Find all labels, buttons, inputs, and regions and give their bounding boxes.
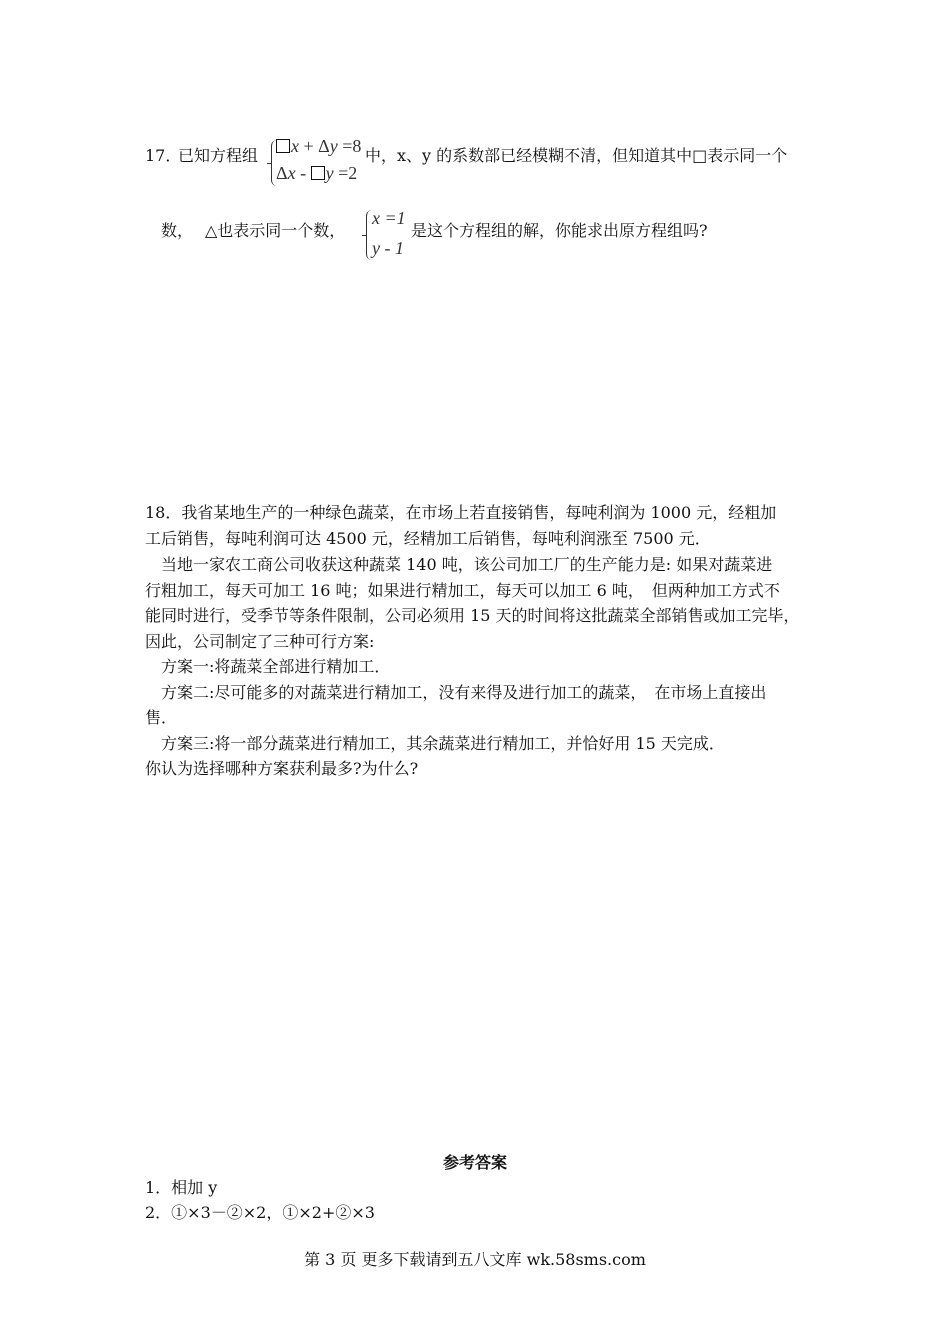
plan-1: 方案一:将蔬菜全部进行精加工． [161, 657, 391, 676]
plan-2: 方案二:尽可能多的对蔬菜进行精加工，没有来得及进行加工的蔬菜， 在市场上直接出 [161, 683, 767, 702]
question-18-line: 行粗加工，每天可加工 16 吨；如果进行精加工，每天可以加工 6 吨， 但两种加工方式不 [145, 581, 780, 600]
plan-3: 方案三:将一部分蔬菜进行精加工，其余蔬菜进行精加工，并恰好用 15 天完成． [161, 734, 725, 753]
question-17-text-triangle: △也表示同一个数， [205, 221, 346, 240]
question-17-text-number: 数， [161, 221, 194, 240]
question-18-line: 18．我省某地生产的一种绿色蔬菜，在市场上若直接销售，每吨利润为 1000 元，经粗加 [145, 503, 777, 522]
question-17-text-line-2: 是这个方程组的解，你能求出原方程组吗? [411, 221, 708, 240]
plan-2-continued: 售． [145, 708, 178, 727]
blank-square-icon [311, 166, 325, 180]
answer-2: 2．①×3－②×2，①×2+②×3 [145, 1203, 375, 1222]
solution-y: y - 1 [372, 238, 404, 258]
question-18-line: 当地一家农工商公司收获这种蔬菜 140 吨，该公司加工厂的生产能力是: 如果对蔬菜进 [161, 555, 773, 574]
solution-x: x =1 [372, 208, 406, 228]
question-18-prompt: 你认为选择哪种方案获利最多?为什么? [145, 759, 419, 778]
answers-title: 参考答案 [442, 1153, 507, 1172]
question-17-number: 17． [145, 146, 182, 165]
question-18-line: 因此，公司制定了三种可行方案: [145, 632, 375, 651]
answer-1: 1．相加 y [145, 1178, 218, 1197]
question-18-line: 工后销售，每吨利润可达 4500 元，经精加工后销售，每吨利润涨至 7500 元． [145, 529, 711, 548]
blank-square-icon [276, 139, 290, 153]
question-17-intro: 已知方程组 [178, 146, 259, 165]
equation-1: x + Δy =8 [276, 136, 361, 157]
question-18-line: 能同时进行，受季节等条件限制，公司必须用 15 天的时间将这批蔬菜全部销售或加工完毕， [145, 606, 800, 625]
page-footer: 第 3 页 更多下载请到五八文库 wk.58sms.com [304, 1250, 646, 1269]
question-17-text-line-1: 中，x、y 的系数部已经模糊不清，但知道其中□表示同一个 [365, 146, 788, 165]
equation-2: Δx - y =2 [276, 163, 358, 183]
